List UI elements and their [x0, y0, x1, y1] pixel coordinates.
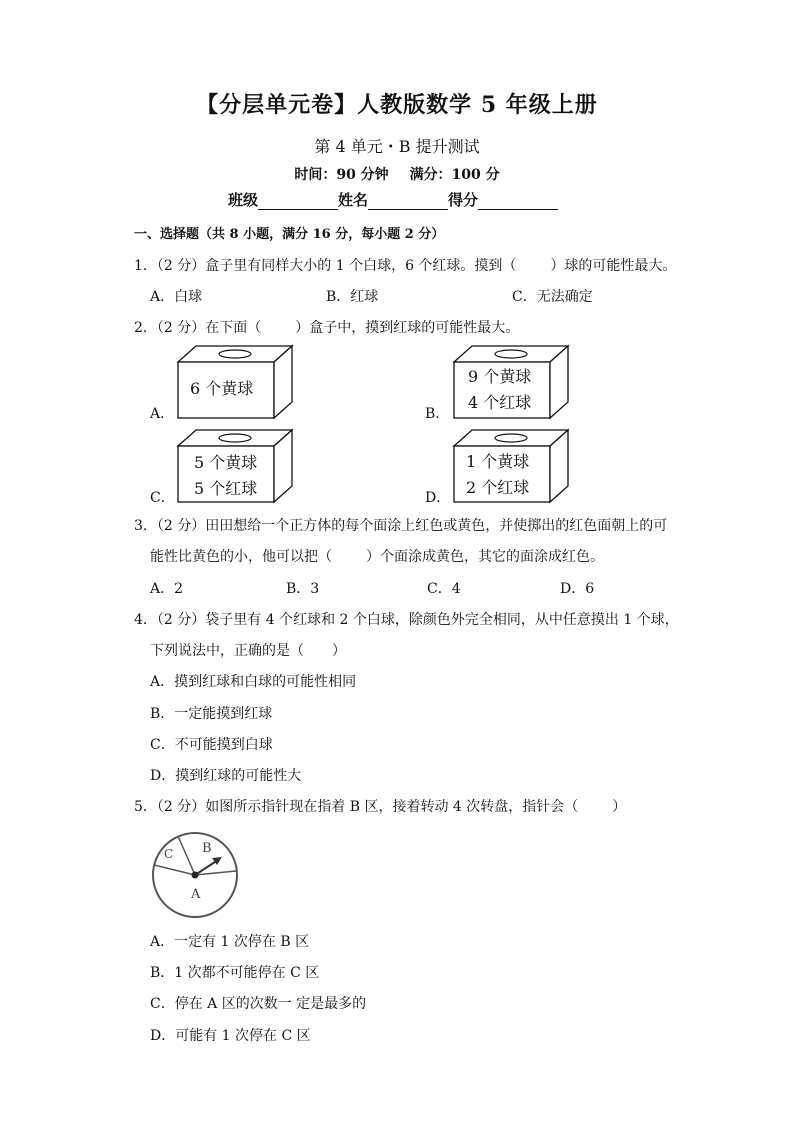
question-3-line-1: 3．（2 分）田田想给一个正方体的每个面涂上红色或黄色，并使掷出的红色面朝上的可	[134, 518, 668, 534]
question-3-text: 能性比黄色的小，他可以把（	[150, 549, 332, 565]
student-info-row	[228, 189, 558, 210]
box-c-line-1: 5 个黄球	[194, 453, 258, 472]
q2-option-d-label[interactable]: D．	[425, 490, 451, 506]
q2-option-c-label[interactable]: C．	[150, 490, 175, 506]
spinner-diagram	[150, 830, 240, 924]
page-subtitle: 第 4 单元・B 提升测试	[314, 137, 480, 156]
question-2	[134, 317, 519, 337]
spinner-label-a: A	[191, 887, 201, 902]
q3-option-b[interactable]: B．3	[286, 581, 320, 597]
box-b-line-1: 9 个黄球	[468, 367, 532, 386]
q2-box-c	[176, 428, 294, 504]
q4-option-c[interactable]: C．不可能摸到白球	[150, 737, 273, 753]
q4-option-b[interactable]: B．一定能摸到红球	[150, 706, 273, 722]
box-b-line-2: 4 个红球	[468, 393, 532, 412]
q2-box-b	[452, 344, 570, 420]
class-label: 班级	[228, 191, 259, 209]
question-2-text-end: ）盒子中，摸到红球的可能性最大。	[295, 320, 520, 336]
question-3-text-end: ）个面涂成黄色，其它的面涂成红色。	[366, 549, 604, 565]
box-a-line-1: 6 个黄球	[190, 379, 254, 398]
q5-option-b[interactable]: B．1 次都不可能停在 C 区	[150, 965, 320, 981]
question-5-text: 5．（2 分）如图所示指针现在指着 B 区，接着转动 4 次转盘，指针会（	[134, 799, 579, 815]
question-5-text-end: ）	[612, 799, 627, 815]
q5-option-c[interactable]: C．停在 A 区的次数一 定是最多的	[150, 996, 367, 1012]
question-3-line-2	[150, 546, 604, 566]
q4-option-a[interactable]: A．摸到红球和白球的可能性相同	[150, 674, 357, 690]
question-1-text-end: ）球的可能性最大。	[550, 258, 677, 274]
question-1	[134, 255, 676, 275]
spinner-label-b: B	[202, 841, 212, 856]
q4-option-d[interactable]: D．摸到红球的可能性大	[150, 768, 302, 784]
q1-option-b[interactable]: B．红球	[326, 289, 379, 305]
box-d-line-2: 2 个红球	[466, 478, 530, 497]
q1-option-c[interactable]: C．无法确定	[512, 289, 593, 305]
class-blank[interactable]	[258, 193, 338, 210]
exam-score: 满分：100 分	[409, 167, 500, 183]
question-2-text: 2．（2 分）在下面（	[134, 320, 262, 336]
page-title: 【分层单元卷】人教版数学 5 年级上册	[196, 92, 598, 118]
points-blank[interactable]	[478, 193, 558, 210]
q3-option-a[interactable]: A．2	[150, 581, 184, 597]
question-4-line-2: 下列说法中，正确的是（ ）	[150, 643, 346, 659]
q5-option-d[interactable]: D．可能有 1 次停在 C 区	[150, 1028, 311, 1044]
q1-option-a[interactable]: A．白球	[150, 289, 203, 305]
exam-meta	[0, 164, 794, 184]
spinner-label-c: C	[164, 847, 174, 861]
question-5	[134, 796, 626, 816]
section-heading: 一、选择题（共 8 小题，满分 16 分，每小题 2 分）	[134, 227, 445, 242]
box-d-line-1: 1 个黄球	[466, 452, 530, 471]
name-blank[interactable]	[368, 193, 448, 210]
q2-option-b-label[interactable]: B．	[425, 406, 450, 422]
exam-time: 时间：90 分钟	[294, 167, 389, 183]
q5-option-a[interactable]: A．一定有 1 次停在 B 区	[150, 934, 310, 950]
box-c-line-2: 5 个红球	[194, 479, 258, 498]
points-label: 得分	[448, 191, 479, 209]
name-label: 姓名	[338, 191, 369, 209]
q3-option-d[interactable]: D．6	[560, 581, 595, 597]
q2-box-a	[176, 344, 294, 420]
q3-option-c[interactable]: C．4	[427, 581, 461, 597]
question-1-text: 1．（2 分）盒子里有同样大小的 1 个白球，6 个红球。摸到（	[134, 258, 517, 274]
q2-option-a-label[interactable]: A．	[150, 406, 175, 422]
question-4-line-1: 4．（2 分）袋子里有 4 个红球和 2 个白球，除颜色外完全相同，从中任意摸出 1 个球，	[134, 612, 679, 628]
q2-box-d	[452, 428, 570, 504]
